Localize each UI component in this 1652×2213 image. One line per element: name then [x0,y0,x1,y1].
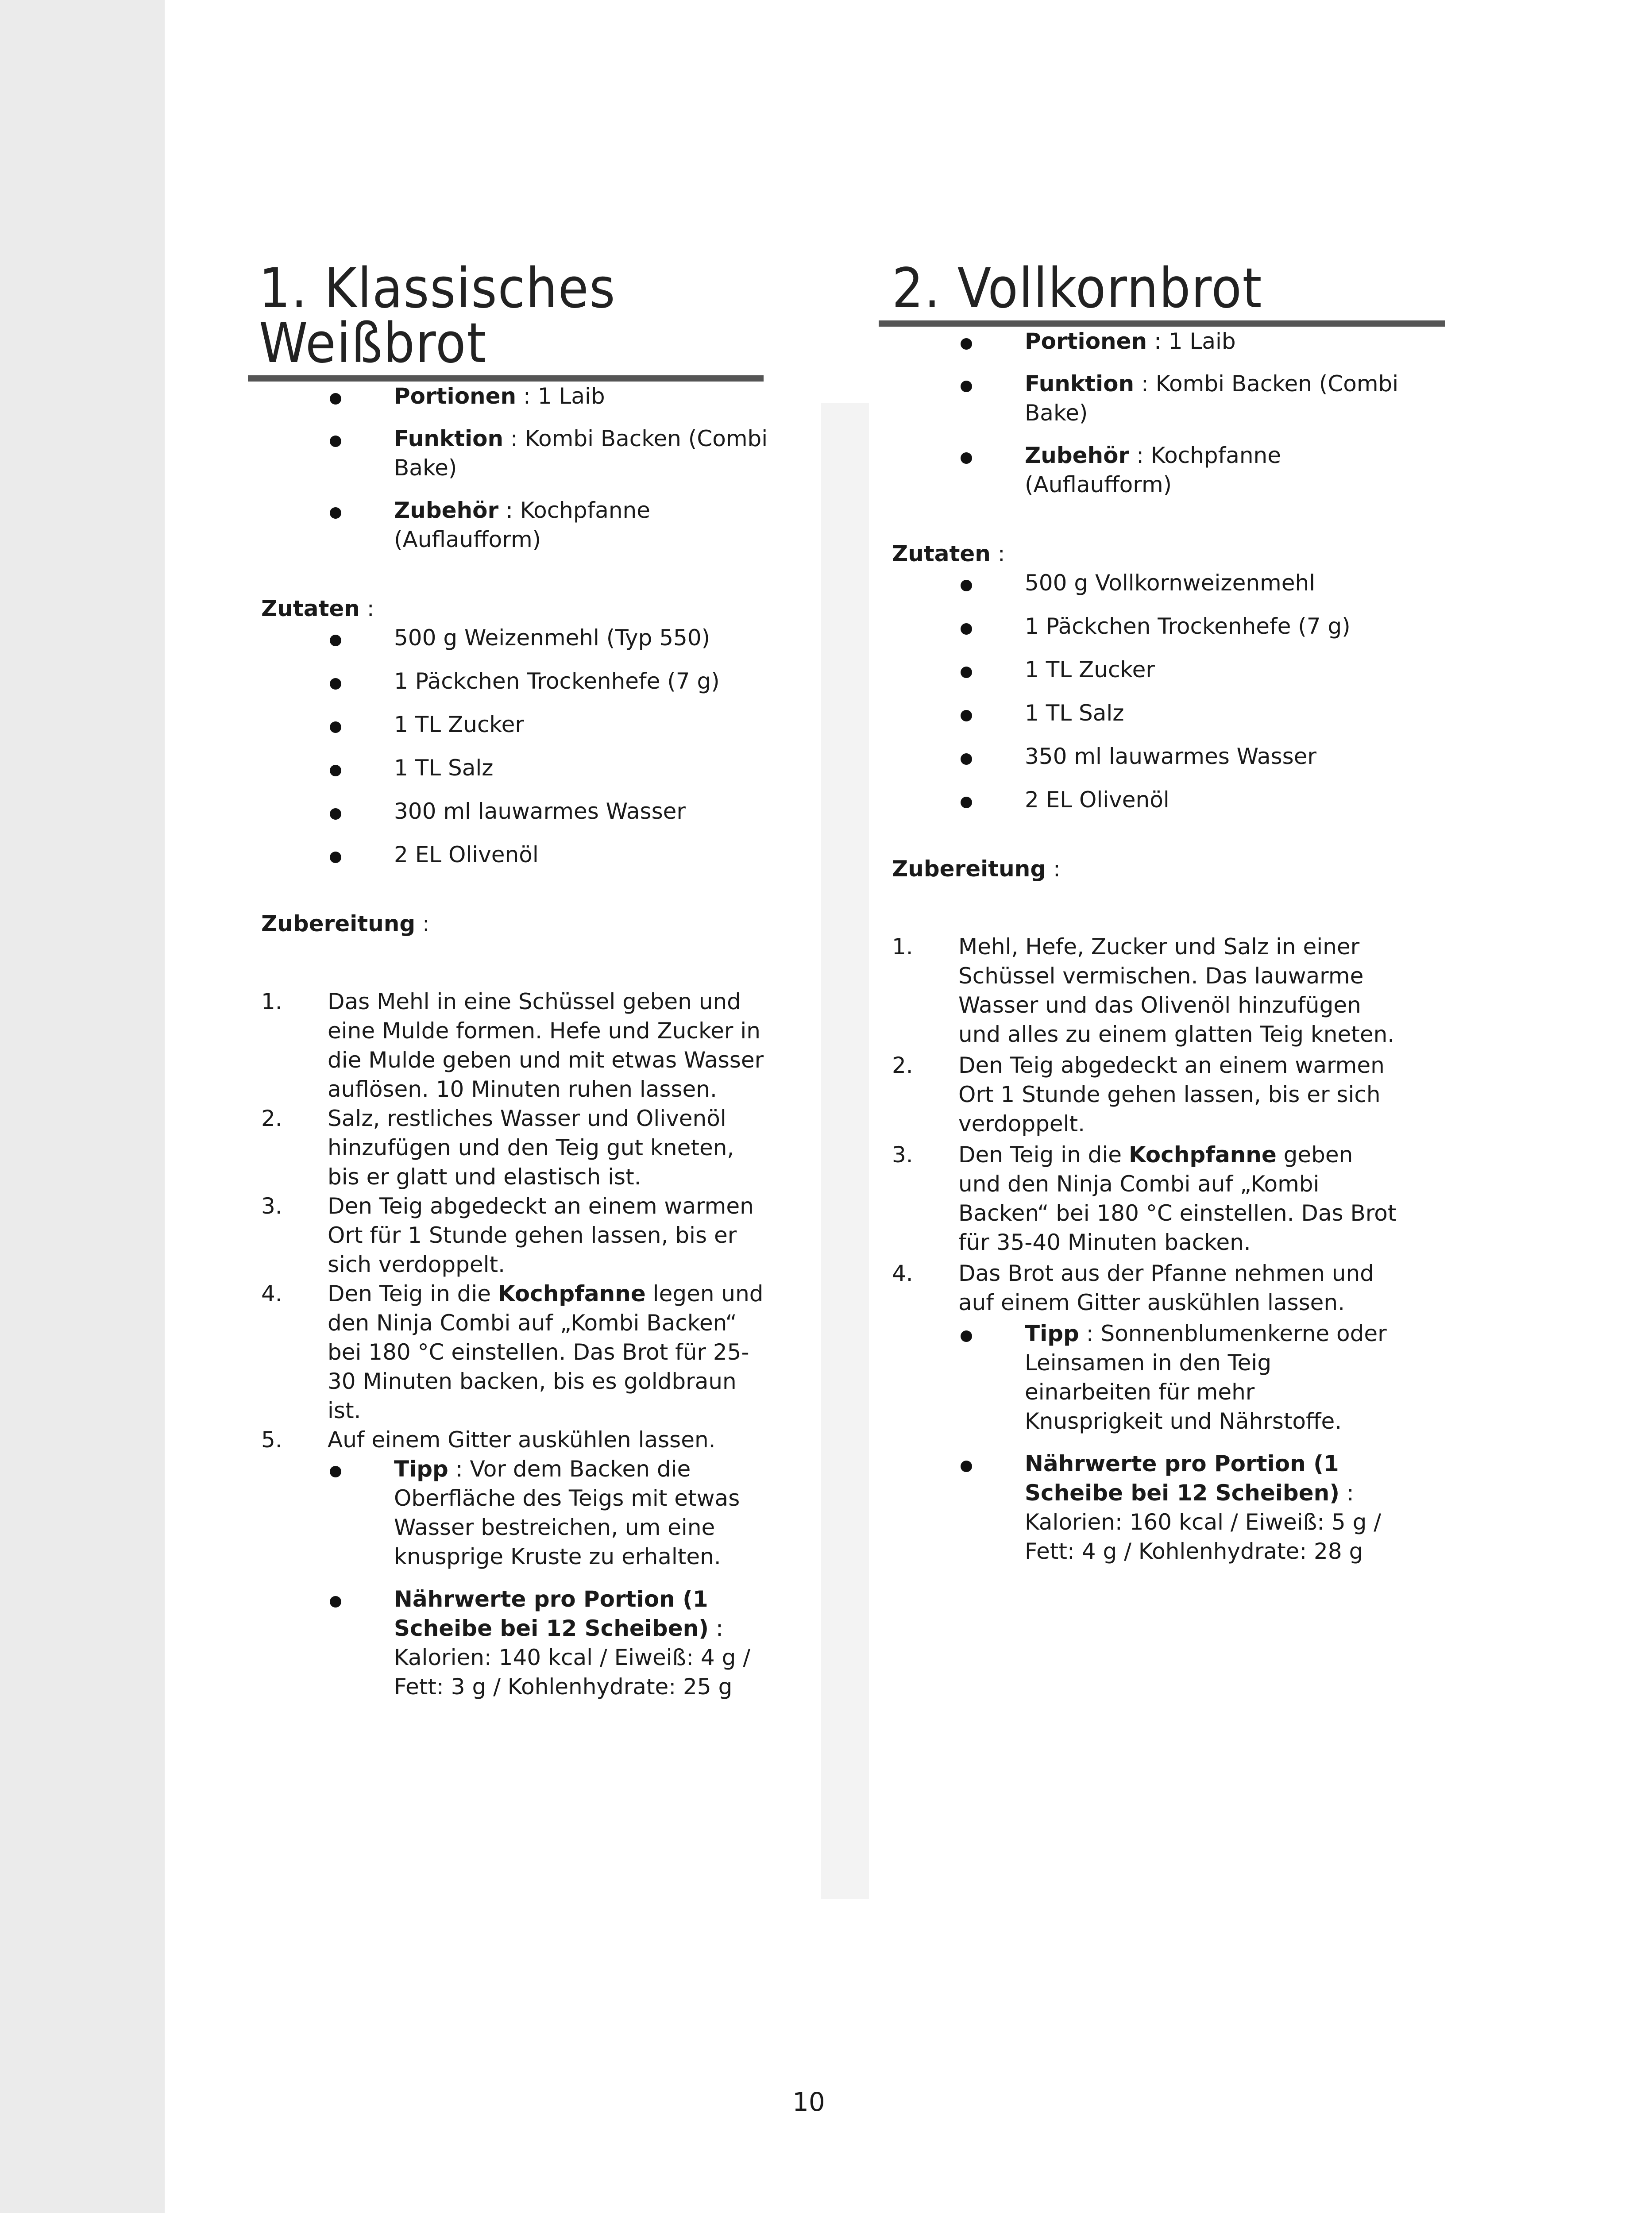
bullet-icon [961,623,972,635]
list-item [879,441,1419,499]
bullet-icon [330,721,341,733]
recipe-title: 1. Klassisches Weißbrot [248,248,764,382]
list-item [248,382,770,411]
list-item: 1 TL Zucker [248,710,770,739]
recipe-column-2 [879,248,1419,1579]
list-item: 1 TL Salz [879,698,1419,728]
ingredients-list [879,568,1419,814]
list-item: 4. Das Brot aus der Pfanne nehmen und auf einem Gitter auskühlen lassen. [879,1259,1419,1317]
list-item [248,496,770,554]
list-item: 1 Päckchen Trockenhefe (7 g) [879,612,1419,641]
list-item [248,424,770,482]
recipe-meta-list [879,327,1419,499]
meta-value: : Kochpfanne (Auflaufform) [1025,443,1281,497]
preparation-heading: Zubereitung : [892,856,1061,882]
list-item: 2 EL Olivenöl [248,840,770,869]
list-item: 500 g Vollkornweizenmehl [879,568,1419,598]
meta-value: : 1 Laib [1147,328,1236,354]
list-item: Tipp : Sonnenblumenkerne oder Leinsamen in den Teig einarbeiten für mehr Knusprigkeit und Nährstoffe. [879,1319,1419,1436]
meta-label: Funktion [1025,371,1135,397]
recipe-meta-list [248,382,770,554]
ingredients-heading: Zutaten : [261,596,374,621]
preparation-steps [879,932,1419,1317]
step-number: 5. [261,1427,282,1453]
list-item: 1. Das Mehl in eine Schüssel geben und eine Mulde formen. Hefe und Zucker in die Mulde geben und mit etwas Wasser auflösen. 10 Minuten ruhen lassen. [248,987,770,1104]
ingredients-heading: Zutaten : [892,541,1005,567]
step-number: 1. [261,989,282,1014]
step-number: 2. [261,1106,282,1131]
step-number: 1. [892,934,913,960]
list-item: 1. Mehl, Hefe, Zucker und Salz in einer Schüssel vermischen. Das lauwarme Wasser und das Olivenöl hinzufügen und alles zu einem glatten Teig kneten. [879,932,1419,1049]
recipe-column-1 [248,248,770,1715]
ingredients-list [248,623,770,869]
list-item: 3. Den Teig abgedeckt an einem warmen Ort für 1 Stunde gehen lassen, bis er sich verdoppelt. [248,1191,770,1279]
meta-value: : Kombi Backen (Combi Bake) [394,426,768,481]
list-item: 5. Auf einem Gitter auskühlen lassen. [248,1425,770,1454]
bullet-icon [330,635,341,646]
step-number: 3. [892,1142,913,1168]
list-item: Tipp : Vor dem Backen die Oberfläche des Teigs mit etwas Wasser bestreichen, um eine knusprige Kruste zu erhalten. [248,1454,770,1571]
list-item: 2. Den Teig abgedeckt an einem warmen Ort 1 Stunde gehen lassen, bis er sich verdoppelt. [879,1051,1419,1138]
bullet-icon [330,1466,341,1477]
step-number: 4. [261,1281,282,1307]
list-item: 1 TL Salz [248,753,770,783]
list-item: Nährwerte pro Portion (1 Scheibe bei 12 Scheiben) : Kalorien: 160 kcal / Eiweiß: 5 g / Fett: 4 g / Kohlenhydrate: 28 g [879,1449,1419,1566]
list-item: 300 ml lauwarmes Wasser [248,797,770,826]
bullet-icon [330,436,341,447]
meta-label: Portionen [394,383,517,409]
bullet-icon [330,393,341,405]
list-item [879,327,1419,356]
list-item: 500 g Weizenmehl (Typ 550) [248,623,770,652]
bullet-icon [961,797,972,808]
list-item: 1 TL Zucker [879,655,1419,684]
page-number: 10 [792,2087,825,2117]
bullet-icon [330,507,341,519]
list-item: 2 EL Olivenöl [879,785,1419,814]
list-item: 3. Den Teig in die Kochpfanne geben und den Ninja Combi auf „Kombi Backen“ bei 180 °C einstellen. Das Brot für 35-40 Minuten backen. [879,1140,1419,1257]
step-number: 2. [892,1053,913,1078]
tips-list [879,1319,1419,1566]
bullet-icon [330,1596,341,1608]
list-item: 2. Salz, restliches Wasser und Olivenöl hinzufügen und den Teig gut kneten, bis er glatt und elastisch ist. [248,1104,770,1191]
meta-label: Funktion [394,426,504,451]
list-item [879,369,1419,428]
tips-list [248,1454,770,1701]
list-item: 350 ml lauwarmes Wasser [879,742,1419,771]
meta-value: : Kombi Backen (Combi Bake) [1025,371,1399,426]
bullet-icon [330,678,341,690]
meta-value: : 1 Laib [516,383,605,409]
bullet-icon [961,452,972,464]
bullet-icon [330,765,341,776]
bullet-icon [961,1330,972,1342]
step-number: 3. [261,1193,282,1219]
column-divider-strip [821,403,869,1899]
bullet-icon [961,753,972,765]
list-item: 1 Päckchen Trockenhefe (7 g) [248,667,770,696]
meta-label: Zubehör [1025,443,1130,468]
meta-value: : Kochpfanne (Auflaufform) [394,497,650,552]
bullet-icon [961,1461,972,1472]
page-margin-strip [0,0,165,2213]
preparation-heading: Zubereitung : [261,911,430,937]
bullet-icon [961,710,972,721]
bullet-icon [961,667,972,678]
bullet-icon [961,338,972,350]
recipe-title: 2. Vollkornbrot [879,248,1445,327]
meta-label: Zubehör [394,497,499,523]
preparation-steps [248,987,770,1454]
step-number: 4. [892,1261,913,1286]
list-item: Nährwerte pro Portion (1 Scheibe bei 12 Scheiben) : Kalorien: 140 kcal / Eiweiß: 4 g / Fett: 3 g / Kohlenhydrate: 25 g [248,1585,770,1701]
bullet-icon [330,852,341,863]
meta-label: Portionen [1025,328,1147,354]
bullet-icon [330,808,341,820]
list-item: 4. Den Teig in die Kochpfanne legen und den Ninja Combi auf „Kombi Backen“ bei 180 °C einstellen. Das Brot für 25-30 Minuten backen, bis es goldbraun ist. [248,1279,770,1425]
bullet-icon [961,580,972,591]
bullet-icon [961,381,972,392]
